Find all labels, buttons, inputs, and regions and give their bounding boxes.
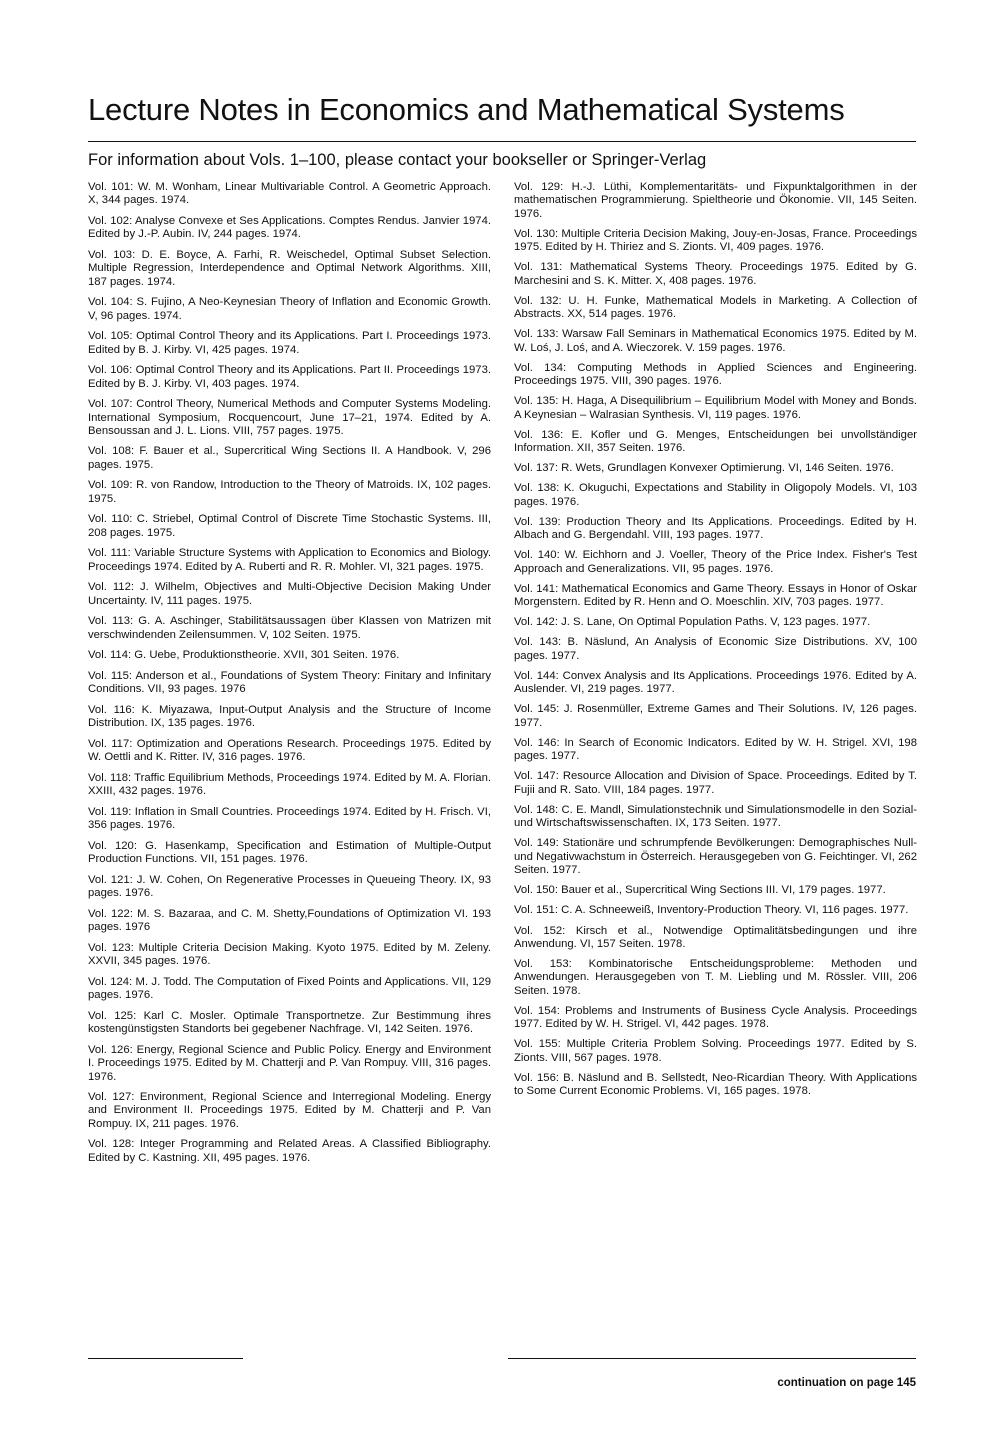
page-subtitle: For information about Vols. 1–100, please contact your bookseller or Springer-Verlag <box>88 151 707 169</box>
volume-entry: Vol. 126: Energy, Regional Science and Public Policy. Energy and Environment I. Proceedings 1975. Edited by M. Chatterji and P. Van Rompuy. VIII, 316 pages. 1976. <box>88 1043 491 1083</box>
volume-entry: Vol. 122: M. S. Bazaraa, and C. M. Shetty,Foundations of Optimization VI. 193 pages. 1976 <box>88 907 491 934</box>
volume-entry: Vol. 145: J. Rosenmüller, Extreme Games and Their Solutions. IV, 126 pages. 1977. <box>514 703 917 729</box>
left-column <box>88 181 491 1172</box>
volume-entry: Vol. 137: R. Wets, Grundlagen Konvexer Optimierung. VI, 146 Seiten. 1976. <box>514 462 894 475</box>
volume-entry: Vol. 121: J. W. Cohen, On Regenerative Processes in Queueing Theory. IX, 93 pages. 1976. <box>88 873 491 900</box>
volume-entry: Vol. 124: M. J. Todd. The Computation of Fixed Points and Applications. VII, 129 pages. 1976. <box>88 975 491 1002</box>
footer-rule-right <box>508 1358 916 1359</box>
volume-entry: Vol. 143: B. Näslund, An Analysis of Economic Size Distributions. XV, 100 pages. 1977. <box>514 636 917 662</box>
volume-entry: Vol. 112: J. Wilhelm, Objectives and Multi-Objective Decision Making Under Uncertainty. IV, 111 pages. 1975. <box>88 581 491 607</box>
volume-entry: Vol. 123: Multiple Criteria Decision Making. Kyoto 1975. Edited by M. Zeleny. XXVII, 345 pages. 1976. <box>88 941 491 968</box>
volume-entry: Vol. 135: H. Haga, A Disequilibrium – Equilibrium Model with Money and Bonds. A Keynesian – Walrasian Synthesis. VI, 119 pages. 1976. <box>514 395 917 421</box>
volume-entry: Vol. 115: Anderson et al., Foundations of System Theory: Finitary and Infinitary Conditions. VII, 93 pages. 1976 <box>88 670 491 696</box>
volume-entry: Vol. 138: K. Okuguchi, Expectations and Stability in Oligopoly Models. VI, 103 pages. 1976. <box>514 482 917 508</box>
volume-entry: Vol. 132: U. H. Funke, Mathematical Models in Marketing. A Collection of Abstracts. XX, 514 pages. 1976. <box>514 294 917 321</box>
volume-entry: Vol. 104: S. Fujino, A Neo-Keynesian Theory of Inflation and Economic Growth. V, 96 pages. 1974. <box>88 296 491 322</box>
footer-rule-left <box>88 1358 243 1359</box>
volume-entry: Vol. 101: W. M. Wonham, Linear Multivariable Control. A Geometric Approach. X, 344 pages. 1974. <box>88 181 491 207</box>
volume-entry: Vol. 144: Convex Analysis and Its Applications. Proceedings 1976. Edited by A. Auslender. VI, 219 pages. 1977. <box>514 669 917 696</box>
volume-entry: Vol. 131: Mathematical Systems Theory. Proceedings 1975. Edited by G. Marchesini and S. K. Mitter. X, 408 pages. 1976. <box>514 261 917 287</box>
volume-entry: Vol. 136: E. Kofler und G. Menges, Entscheidungen bei unvollständiger Information. XII, 357 Seiten. 1976. <box>514 428 917 454</box>
volume-entry: Vol. 106: Optimal Control Theory and its Applications. Part II. Proceedings 1973. Edited by B. J. Kirby. VI, 403 pages. 1974. <box>88 364 491 390</box>
volume-entry: Vol. 140: W. Eichhorn and J. Voeller, Theory of the Price Index. Fisher's Test Approach and Generalizations. VII, 95 pages. 1976. <box>514 549 917 575</box>
volume-entry: Vol. 155: Multiple Criteria Problem Solving. Proceedings 1977. Edited by S. Zionts. VIII, 567 pages. 1978. <box>514 1038 917 1064</box>
volume-entry: Vol. 117: Optimization and Operations Research. Proceedings 1975. Edited by W. Oettli and K. Ritter. IV, 316 pages. 1976. <box>88 738 491 764</box>
volume-entry: Vol. 109: R. von Randow, Introduction to the Theory of Matroids. IX, 102 pages. 1975. <box>88 479 491 505</box>
volume-entry: Vol. 118: Traffic Equilibrium Methods, Proceedings 1974. Edited by M. A. Florian. XXIII, 432 pages. 1976. <box>88 772 491 798</box>
volume-entry: Vol. 142: J. S. Lane, On Optimal Population Paths. V, 123 pages. 1977. <box>514 616 871 629</box>
title-rule <box>88 141 916 142</box>
volume-entry: Vol. 102: Analyse Convexe et Ses Applications. Comptes Rendus. Janvier 1974. Edited by J.-P. Aubin. IV, 244 pages. 1974. <box>88 214 491 241</box>
volume-entry: Vol. 156: B. Näslund and B. Sellstedt, Neo-Ricardian Theory. With Applications to Some Current Economic Problems. VI, 165 pages. 1978. <box>514 1071 917 1098</box>
volume-entry: Vol. 113: G. A. Aschinger, Stabilitätsaussagen über Klassen von Matrizen mit verschwindenden Zeilensummen. V, 102 Seiten. 1975. <box>88 615 491 641</box>
volume-entry: Vol. 153: Kombinatorische Entscheidungsprobleme: Methoden und Anwendungen. Herausgegeben von T. M. Liebling und M. Rössler. VIII, 206 Seiten. 1978. <box>514 958 917 997</box>
volume-entry: Vol. 133: Warsaw Fall Seminars in Mathematical Economics 1975. Edited by M. W. Loś, J. Loś, and A. Wieczorek. V. 159 pages. 1976. <box>514 328 917 354</box>
volume-entry: Vol. 141: Mathematical Economics and Game Theory. Essays in Honor of Oskar Morgenstern. Edited by R. Henn and O. Moeschlin. XIV, 703 pages. 1977. <box>514 582 917 609</box>
volume-entry: Vol. 139: Production Theory and Its Applications. Proceedings. Edited by H. Albach and G. Bergendahl. VIII, 193 pages. 1977. <box>514 515 917 542</box>
volume-entry: Vol. 146: In Search of Economic Indicators. Edited by W. H. Strigel. XVI, 198 pages. 1977. <box>514 736 917 763</box>
page-title: Lecture Notes in Economics and Mathematical Systems <box>88 92 845 127</box>
volume-entry: Vol. 107: Control Theory, Numerical Methods and Computer Systems Modeling. International Symposium, Rocquencourt, June 17–21, 1974. Edited by A. Bensoussan and J. L. Lions. VIII, 757 pages. 1975. <box>88 398 491 437</box>
volume-entry: Vol. 152: Kirsch et al., Notwendige Optimalitätsbedingungen und ihre Anwendung. VI, 157 Seiten. 1978. <box>514 924 917 950</box>
volume-entry: Vol. 148: C. E. Mandl, Simulationstechnik und Simulationsmodelle in den Sozial- und Wirtschaftswissenschaften. IX, 173 Seiten. 1977. <box>514 803 917 830</box>
right-column <box>514 181 917 1105</box>
volume-entry: Vol. 150: Bauer et al., Supercritical Wing Sections III. VI, 179 pages. 1977. <box>514 884 886 897</box>
volume-entry: Vol. 111: Variable Structure Systems with Application to Economics and Biology. Proceedings 1974. Edited by A. Ruberti and R. R. Mohler. VI, 321 pages. 1975. <box>88 547 491 573</box>
volume-entry: Vol. 108: F. Bauer et al., Supercritical Wing Sections II. A Handbook. V, 296 pages. 1975. <box>88 445 491 471</box>
volume-entry: Vol. 120: G. Hasenkamp, Specification and Estimation of Multiple-Output Production Functions. VII, 151 pages. 1976. <box>88 840 491 866</box>
volume-entry: Vol. 130: Multiple Criteria Decision Making, Jouy-en-Josas, France. Proceedings 1975. Edited by H. Thiriez and S. Zionts. VI, 409 pages. 1976. <box>514 227 917 254</box>
volume-entry: Vol. 103: D. E. Boyce, A. Farhi, R. Weischedel, Optimal Subset Selection. Multiple Regression, Interdependence and Optimal Network Algorithms. XIII, 187 pages. 1974. <box>88 248 491 288</box>
volume-entry: Vol. 125: Karl C. Mosler. Optimale Transportnetze. Zur Bestimmung ihres kostengünstigsten Standorts bei gegebener Nachfrage. VI, 142 Seiten. 1976. <box>88 1009 491 1036</box>
volume-entry: Vol. 110: C. Striebel, Optimal Control of Discrete Time Stochastic Systems. III, 208 pages. 1975. <box>88 513 491 539</box>
volume-entry: Vol. 147: Resource Allocation and Division of Space. Proceedings. Edited by T. Fujii and R. Sato. VIII, 184 pages. 1977. <box>514 770 917 796</box>
volume-entry: Vol. 134: Computing Methods in Applied Sciences and Engineering. Proceedings 1975. VIII, 390 pages. 1976. <box>514 361 917 388</box>
volume-entry: Vol. 105: Optimal Control Theory and its Applications. Part I. Proceedings 1973. Edited by B. J. Kirby. VI, 425 pages. 1974. <box>88 330 491 356</box>
volume-entry: Vol. 154: Problems and Instruments of Business Cycle Analysis. Proceedings 1977. Edited by W. H. Strigel. VI, 442 pages. 1978. <box>514 1004 917 1031</box>
volume-entry: Vol. 127: Environment, Regional Science and Interregional Modeling. Energy and Environment II. Proceedings 1975. Edited by M. Chatterji and P. Van Rompuy. IX, 211 pages. 1976. <box>88 1091 491 1130</box>
volume-entry: Vol. 116: K. Miyazawa, Input-Output Analysis and the Structure of Income Distribution. IX, 135 pages. 1976. <box>88 704 491 730</box>
volume-entry: Vol. 149: Stationäre und schrumpfende Bevölkerungen: Demographisches Null- und Negativwachstum in Österreich. Herausgegeben von G. Feichtinger. VI, 262 Seiten. 1977. <box>514 837 917 876</box>
volume-entry: Vol. 128: Integer Programming and Related Areas. A Classified Bibliography. Edited by C. Kastning. XII, 495 pages. 1976. <box>88 1138 491 1164</box>
volume-entry: Vol. 151: C. A. Schneeweiß, Inventory-Production Theory. VI, 116 pages. 1977. <box>514 904 909 917</box>
volume-entry: Vol. 129: H.-J. Lüthi, Komplementaritäts- und Fixpunktalgorithmen in der mathematischen Programmierung. Spieltheorie und Ökonomie. VII, 145 Seiten. 1976. <box>514 181 917 220</box>
continuation-note: continuation on page 145 <box>777 1377 916 1389</box>
volume-entry: Vol. 119: Inflation in Small Countries. Proceedings 1974. Edited by H. Frisch. VI, 356 pages. 1976. <box>88 806 491 832</box>
volume-entry: Vol. 114: G. Uebe, Produktionstheorie. XVII, 301 Seiten. 1976. <box>88 649 400 662</box>
